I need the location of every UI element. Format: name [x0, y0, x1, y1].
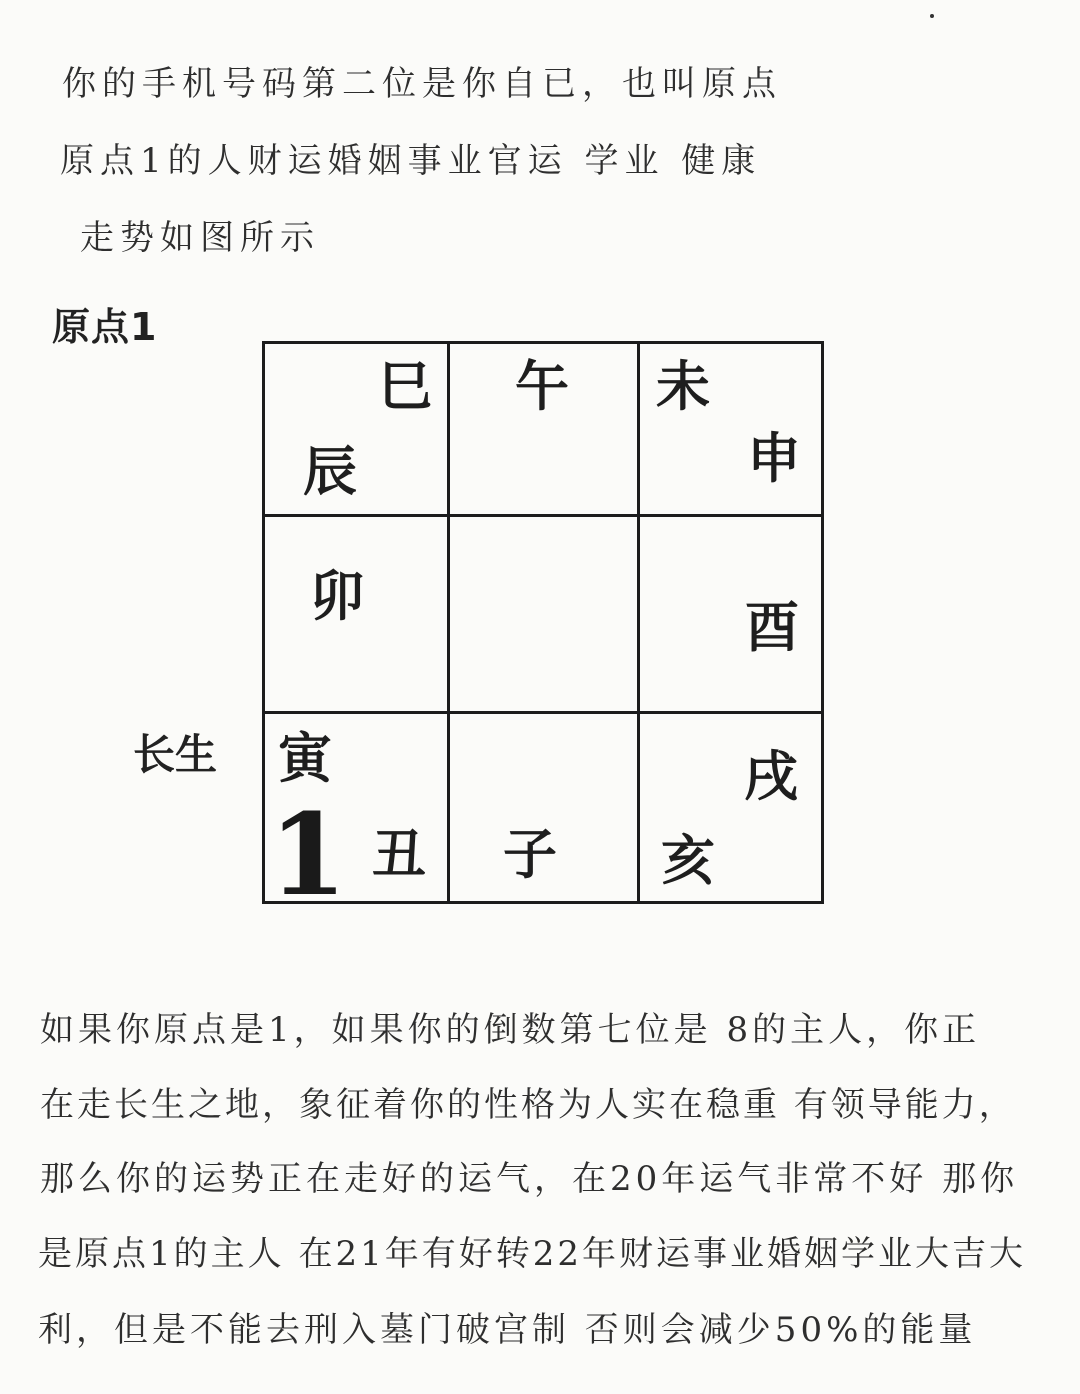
intro-line-1: 你的手机号码第二位是你自已，也叫原点 — [62, 64, 782, 104]
body-line-4: 是原点1的主人 在21年有好转22年财运事业婚姻学业大吉大 — [38, 1234, 1026, 1274]
grid-divider-v2 — [637, 344, 640, 901]
intro-line-3: 走势如图所示 — [80, 218, 320, 258]
grid-divider-h2 — [265, 711, 821, 714]
branch-wu: 午 — [515, 355, 569, 418]
branch-wei: 未 — [656, 355, 710, 418]
branch-hai: 亥 — [661, 829, 715, 892]
branch-shen: 申 — [747, 427, 801, 490]
grid-divider-h1 — [265, 514, 821, 517]
body-line-5: 利，但是不能去刑入墓门破宫制 否则会减少50%的能量 — [38, 1310, 977, 1350]
earthly-branches-grid — [262, 341, 824, 921]
side-label-changsheng: 长生 — [133, 730, 218, 779]
branch-chen: 辰 — [303, 440, 357, 503]
branch-chou: 丑 — [372, 823, 426, 886]
intro-line-2: 原点1的人财运婚姻事业官运 学业 健康 — [60, 141, 762, 181]
highlight-number-1: 1 — [269, 790, 347, 921]
branch-mao: 卯 — [310, 565, 364, 628]
branch-yin: 寅 — [278, 727, 332, 790]
body-line-2: 在走长生之地，象征着你的性格为人实在稳重 有领导能力， — [40, 1085, 1016, 1125]
body-line-1: 如果你原点是1，如果你的倒数第七位是 8的主人，你正 — [40, 1010, 981, 1050]
branch-si: 巳 — [378, 355, 432, 418]
grid-divider-v1 — [447, 344, 450, 901]
branch-xu: 戌 — [744, 745, 798, 808]
diagram-heading: 原点1 — [52, 305, 158, 349]
branch-zi: 子 — [503, 823, 557, 886]
body-line-3: 那么你的运势正在走好的运气，在20年运气非常不好 那你 — [40, 1159, 1019, 1199]
branch-you: 酉 — [745, 596, 799, 659]
scan-speck — [930, 14, 934, 18]
